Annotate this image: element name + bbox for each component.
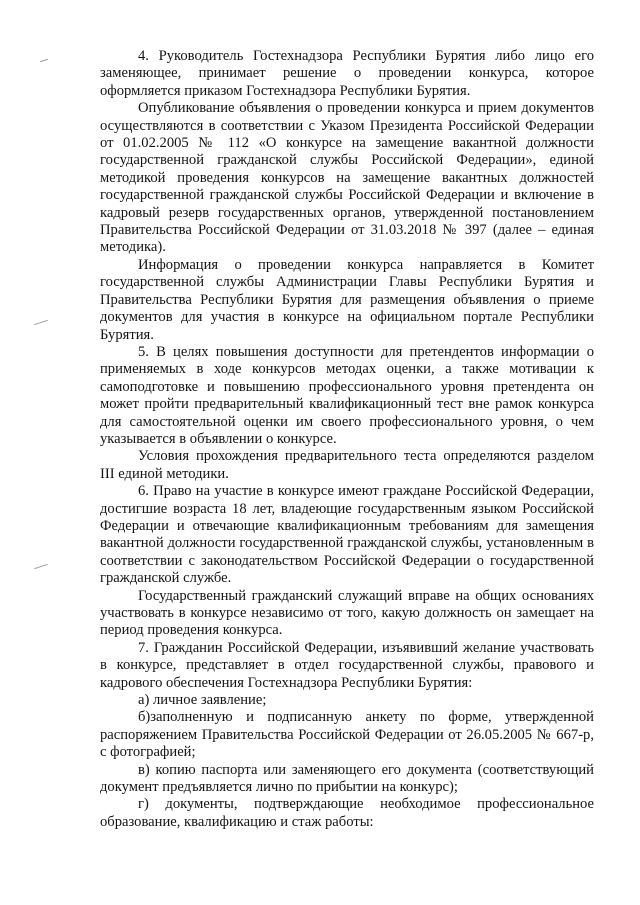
paragraph-5: 5. В целях повышения доступности для претендентов информации о применяемых в ходе конкурсов методах оценки, а также мотивации к самоподготовке и повышению профессионального уровня претендента он может пройти предварительный квалификационный тест вне рамок конкурса для самостоятельной оценки им своего профессионального уровня, о чем указывается в объявлении о конкурсе.: [100, 343, 594, 447]
scan-mark: [40, 59, 48, 62]
paragraph-6: 6. Право на участие в конкурсе имеют граждане Российской Федерации, достигшие возраста 18 лет, владеющие государственным языком Российской Федерации и отвечающие квалификационным требованиям для замещения вакантной должности государственной гражданской службы, установленным в соответствии с законодательством Российской Федерации о государственной гражданской службе.: [100, 483, 594, 587]
list-item-a: а) личное заявление;: [138, 692, 267, 709]
paragraph-7: 7. Гражданин Российской Федерации, изъявивший желание участвовать в конкурсе, представляет в отдел государственной службы, правового и кадрового обеспечения Гостехнадзора Республики Бурятия:: [100, 639, 594, 691]
document-body: [100, 48, 594, 831]
paragraph-civil-servant: Государственный гражданский служащий вправе на общих основаниях участвовать в конкурсе независимо от того, какую должность он замещает на период проведения конкурса.: [100, 587, 594, 639]
paragraph-information: Информация о проведении конкурса направляется в Комитет государственной службы Администрации Главы Республики Бурятия и Правительства Республики Бурятия для размещения объявления о приеме документов для участия в конкурсе на официальном портале Республики Бурятия.: [100, 256, 594, 343]
paragraph-test-conditions: Условия прохождения предварительного теста определяются разделом III единой методики.: [100, 448, 594, 482]
scan-mark: [34, 320, 48, 325]
paragraph-publication: Опубликование объявления о проведении конкурса и прием документов осуществляются в соответствии с Указом Президента Российской Федерации от 01.02.2005 № 112 «О конкурсе на замещение вакантной должности государственной гражданской службы Российской Федерации», единой методикой проведения конкурсов на замещение вакантных должностей государственной гражданской службы Российской Федерации и включение в кадровый резерв государственных органов, утвержденной постановлением Правительства Российской Федерации от 31.03.2018 № 397 (далее – единая методика).: [100, 100, 594, 256]
list-item-b: б)заполненную и подписанную анкету по форме, утвержденной распоряжением Правительства Российской Федерации от 26.05.2005 № 667-р, с фотографией;: [100, 709, 594, 761]
paragraph-4: 4. Руководитель Гостехнадзора Республики Бурятия либо лицо его заменяющее, принимает решение о проведении конкурса, которое оформляется приказом Гостехнадзора Республики Бурятия.: [100, 48, 594, 99]
list-item-v: в) копию паспорта или заменяющего его документа (соответствующий документ предъявляется лично по прибытии на конкурс);: [100, 761, 594, 796]
scan-mark: [34, 564, 48, 569]
list-item-g: г) документы, подтверждающие необходимое профессиональное образование, квалификацию и стаж работы:: [100, 796, 594, 830]
